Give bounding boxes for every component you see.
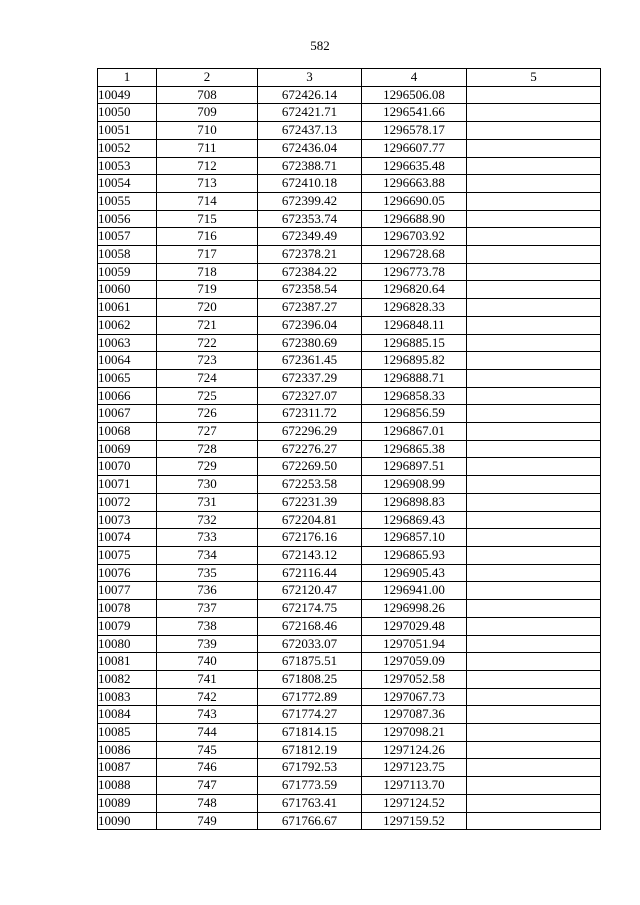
- table-cell-col-3: 672337.29: [258, 369, 362, 387]
- table-cell-col-4: 1297059.09: [362, 653, 467, 671]
- table-cell-col-2: 729: [157, 458, 258, 476]
- column-header-5: 5: [467, 69, 601, 87]
- table-cell-col-3: 672384.22: [258, 263, 362, 281]
- table-cell-col-5: [467, 564, 601, 582]
- table-cell-col-1: 10080: [98, 635, 157, 653]
- table-cell-col-5: [467, 228, 601, 246]
- table-cell-col-2: 733: [157, 529, 258, 547]
- table-cell-col-4: 1297124.26: [362, 741, 467, 759]
- table-cell-col-2: 714: [157, 192, 258, 210]
- coordinates-table: [97, 68, 601, 830]
- table-cell-col-5: [467, 670, 601, 688]
- table-cell-col-2: 710: [157, 122, 258, 140]
- table-cell-col-2: 723: [157, 352, 258, 370]
- column-header-1: 1: [98, 69, 157, 87]
- table-cell-col-2: 709: [157, 104, 258, 122]
- table-cell-col-2: 734: [157, 546, 258, 564]
- table-cell-col-3: 672378.21: [258, 246, 362, 264]
- table-row: [98, 617, 601, 635]
- table-cell-col-5: [467, 157, 601, 175]
- table-cell-col-1: 10085: [98, 724, 157, 742]
- table-cell-col-2: 718: [157, 263, 258, 281]
- table-cell-col-4: 1297067.73: [362, 688, 467, 706]
- table-cell-col-4: 1296728.68: [362, 246, 467, 264]
- table-cell-col-2: 741: [157, 670, 258, 688]
- table-cell-col-1: 10054: [98, 175, 157, 193]
- table-cell-col-1: 10059: [98, 263, 157, 281]
- table-cell-col-5: [467, 546, 601, 564]
- table-cell-col-1: 10084: [98, 706, 157, 724]
- table-row: [98, 546, 601, 564]
- table-cell-col-4: 1296908.99: [362, 476, 467, 494]
- table-row: [98, 741, 601, 759]
- table-cell-col-1: 10089: [98, 794, 157, 812]
- table-cell-col-4: 1297124.52: [362, 794, 467, 812]
- table-row: [98, 299, 601, 317]
- table-cell-col-2: 717: [157, 246, 258, 264]
- table-cell-col-5: [467, 263, 601, 281]
- table-cell-col-5: [467, 352, 601, 370]
- table-cell-col-3: 671808.25: [258, 670, 362, 688]
- table-cell-col-3: 672396.04: [258, 316, 362, 334]
- table-cell-col-3: 671763.41: [258, 794, 362, 812]
- table-cell-col-5: [467, 246, 601, 264]
- table-cell-col-4: 1296897.51: [362, 458, 467, 476]
- table-cell-col-2: 745: [157, 741, 258, 759]
- table-cell-col-4: 1296541.66: [362, 104, 467, 122]
- table-cell-col-1: 10088: [98, 777, 157, 795]
- table-cell-col-4: 1296635.48: [362, 157, 467, 175]
- table-cell-col-1: 10081: [98, 653, 157, 671]
- table-cell-col-2: 742: [157, 688, 258, 706]
- table-row: [98, 440, 601, 458]
- table-cell-col-5: [467, 458, 601, 476]
- table-row: [98, 653, 601, 671]
- table-row: [98, 263, 601, 281]
- table-cell-col-1: 10061: [98, 299, 157, 317]
- table-cell-col-4: 1296578.17: [362, 122, 467, 140]
- table-cell-col-3: 672387.27: [258, 299, 362, 317]
- table-cell-col-5: [467, 688, 601, 706]
- table-row: [98, 600, 601, 618]
- table-cell-col-2: 712: [157, 157, 258, 175]
- table-cell-col-3: 672311.72: [258, 405, 362, 423]
- table-cell-col-2: 728: [157, 440, 258, 458]
- table-cell-col-3: 672349.49: [258, 228, 362, 246]
- table-cell-col-5: [467, 582, 601, 600]
- table-row: [98, 175, 601, 193]
- table-cell-col-1: 10075: [98, 546, 157, 564]
- table-row: [98, 246, 601, 264]
- table-cell-col-4: 1296703.92: [362, 228, 467, 246]
- table-row: [98, 281, 601, 299]
- table-row: [98, 316, 601, 334]
- table-row: [98, 458, 601, 476]
- table-cell-col-4: 1296828.33: [362, 299, 467, 317]
- table-row: [98, 670, 601, 688]
- table-cell-col-4: 1296905.43: [362, 564, 467, 582]
- table-cell-col-4: 1296773.78: [362, 263, 467, 281]
- table-cell-col-2: 739: [157, 635, 258, 653]
- table-cell-col-3: 672174.75: [258, 600, 362, 618]
- table-cell-col-4: 1297113.70: [362, 777, 467, 795]
- table-cell-col-4: 1296688.90: [362, 210, 467, 228]
- table-cell-col-5: [467, 759, 601, 777]
- table-cell-col-3: 672231.39: [258, 493, 362, 511]
- table-cell-col-4: 1296820.64: [362, 281, 467, 299]
- table-cell-col-5: [467, 281, 601, 299]
- table-cell-col-3: 672327.07: [258, 387, 362, 405]
- table-row: [98, 564, 601, 582]
- table-row: [98, 688, 601, 706]
- table-cell-col-3: 672116.44: [258, 564, 362, 582]
- table-cell-col-5: [467, 86, 601, 104]
- table-cell-col-5: [467, 369, 601, 387]
- column-header-2: 2: [157, 69, 258, 87]
- table-cell-col-2: 735: [157, 564, 258, 582]
- table-cell-col-5: [467, 741, 601, 759]
- table-cell-col-4: 1296865.93: [362, 546, 467, 564]
- table-cell-col-4: 1296888.71: [362, 369, 467, 387]
- table-cell-col-2: 747: [157, 777, 258, 795]
- table-cell-col-4: 1296898.83: [362, 493, 467, 511]
- table-row: [98, 423, 601, 441]
- table-row: [98, 812, 601, 830]
- table-cell-col-4: 1296663.88: [362, 175, 467, 193]
- table-row: [98, 493, 601, 511]
- table-cell-col-5: [467, 440, 601, 458]
- table-cell-col-4: 1296885.15: [362, 334, 467, 352]
- table-cell-col-1: 10090: [98, 812, 157, 830]
- table-cell-col-1: 10063: [98, 334, 157, 352]
- table-cell-col-3: 671875.51: [258, 653, 362, 671]
- table-cell-col-4: 1296998.26: [362, 600, 467, 618]
- table-cell-col-4: 1296506.08: [362, 86, 467, 104]
- table-cell-col-5: [467, 476, 601, 494]
- table-cell-col-1: 10057: [98, 228, 157, 246]
- table-cell-col-1: 10071: [98, 476, 157, 494]
- table-cell-col-1: 10079: [98, 617, 157, 635]
- table-cell-col-5: [467, 529, 601, 547]
- table-cell-col-3: 672421.71: [258, 104, 362, 122]
- table-cell-col-1: 10066: [98, 387, 157, 405]
- table-row: [98, 352, 601, 370]
- table-cell-col-2: 744: [157, 724, 258, 742]
- table-row: [98, 777, 601, 795]
- table-cell-col-1: 10067: [98, 405, 157, 423]
- table-cell-col-1: 10077: [98, 582, 157, 600]
- column-header-4: 4: [362, 69, 467, 87]
- table-cell-col-1: 10050: [98, 104, 157, 122]
- table-row: [98, 139, 601, 157]
- table-cell-col-5: [467, 794, 601, 812]
- table-cell-col-3: 672361.45: [258, 352, 362, 370]
- table-cell-col-4: 1297087.36: [362, 706, 467, 724]
- table-cell-col-2: 725: [157, 387, 258, 405]
- table-body: [98, 86, 601, 830]
- table-cell-col-3: 671814.15: [258, 724, 362, 742]
- table-cell-col-3: 671774.27: [258, 706, 362, 724]
- table-cell-col-3: 672033.07: [258, 635, 362, 653]
- table-cell-col-5: [467, 777, 601, 795]
- table-cell-col-2: 719: [157, 281, 258, 299]
- table-cell-col-1: 10086: [98, 741, 157, 759]
- table-cell-col-2: 732: [157, 511, 258, 529]
- table-cell-col-1: 10049: [98, 86, 157, 104]
- table-cell-col-2: 716: [157, 228, 258, 246]
- table-cell-col-2: 749: [157, 812, 258, 830]
- table-cell-col-5: [467, 635, 601, 653]
- table-row: [98, 706, 601, 724]
- table-cell-col-2: 727: [157, 423, 258, 441]
- table-cell-col-2: 736: [157, 582, 258, 600]
- table-cell-col-4: 1296865.38: [362, 440, 467, 458]
- table-cell-col-4: 1296941.00: [362, 582, 467, 600]
- table-cell-col-2: 746: [157, 759, 258, 777]
- table-cell-col-2: 721: [157, 316, 258, 334]
- table-cell-col-1: 10073: [98, 511, 157, 529]
- table-row: [98, 228, 601, 246]
- table-cell-col-5: [467, 405, 601, 423]
- table-cell-col-5: [467, 175, 601, 193]
- table-cell-col-3: 672253.58: [258, 476, 362, 494]
- table-cell-col-2: 740: [157, 653, 258, 671]
- table-cell-col-4: 1297159.52: [362, 812, 467, 830]
- table-cell-col-2: 737: [157, 600, 258, 618]
- table-cell-col-2: 743: [157, 706, 258, 724]
- table-cell-col-3: 672353.74: [258, 210, 362, 228]
- table-cell-col-1: 10065: [98, 369, 157, 387]
- table-cell-col-1: 10072: [98, 493, 157, 511]
- table-cell-col-2: 730: [157, 476, 258, 494]
- table-cell-col-4: 1296869.43: [362, 511, 467, 529]
- table-cell-col-1: 10076: [98, 564, 157, 582]
- table-cell-col-3: 671773.59: [258, 777, 362, 795]
- table-cell-col-2: 711: [157, 139, 258, 157]
- table-cell-col-5: [467, 334, 601, 352]
- table-row: [98, 759, 601, 777]
- table-cell-col-3: 671766.67: [258, 812, 362, 830]
- table-cell-col-5: [467, 299, 601, 317]
- table-cell-col-2: 720: [157, 299, 258, 317]
- column-header-3: 3: [258, 69, 362, 87]
- table-cell-col-3: 672436.04: [258, 139, 362, 157]
- table-cell-col-3: 671812.19: [258, 741, 362, 759]
- table-cell-col-1: 10087: [98, 759, 157, 777]
- table-cell-col-1: 10060: [98, 281, 157, 299]
- table-cell-col-4: 1297123.75: [362, 759, 467, 777]
- table-row: [98, 529, 601, 547]
- table-cell-col-4: 1296690.05: [362, 192, 467, 210]
- table-cell-col-2: 713: [157, 175, 258, 193]
- table-cell-col-2: 731: [157, 493, 258, 511]
- table-cell-col-4: 1296858.33: [362, 387, 467, 405]
- table-cell-col-2: 726: [157, 405, 258, 423]
- table-cell-col-3: 672168.46: [258, 617, 362, 635]
- table-cell-col-1: 10055: [98, 192, 157, 210]
- table-cell-col-2: 715: [157, 210, 258, 228]
- table-cell-col-2: 738: [157, 617, 258, 635]
- table-cell-col-3: 672410.18: [258, 175, 362, 193]
- table-cell-col-4: 1297098.21: [362, 724, 467, 742]
- table-row: [98, 192, 601, 210]
- table-cell-col-2: 708: [157, 86, 258, 104]
- table-cell-col-2: 748: [157, 794, 258, 812]
- table-cell-col-4: 1296895.82: [362, 352, 467, 370]
- table-cell-col-5: [467, 104, 601, 122]
- table-cell-col-3: 672120.47: [258, 582, 362, 600]
- table-cell-col-1: 10056: [98, 210, 157, 228]
- table-cell-col-5: [467, 192, 601, 210]
- table-cell-col-5: [467, 724, 601, 742]
- table-cell-col-3: 672426.14: [258, 86, 362, 104]
- table-row: [98, 405, 601, 423]
- table-row: [98, 122, 601, 140]
- table-cell-col-5: [467, 706, 601, 724]
- table-cell-col-1: 10062: [98, 316, 157, 334]
- table-row: [98, 635, 601, 653]
- table-row: [98, 511, 601, 529]
- table-cell-col-3: 672358.54: [258, 281, 362, 299]
- table-cell-col-3: 672276.27: [258, 440, 362, 458]
- table-cell-col-3: 672269.50: [258, 458, 362, 476]
- table-cell-col-5: [467, 812, 601, 830]
- table-row: [98, 86, 601, 104]
- table-cell-col-5: [467, 122, 601, 140]
- table-cell-col-1: 10070: [98, 458, 157, 476]
- table-cell-col-1: 10053: [98, 157, 157, 175]
- table-row: [98, 210, 601, 228]
- table-cell-col-5: [467, 653, 601, 671]
- table-cell-col-4: 1296607.77: [362, 139, 467, 157]
- page-number: 582: [310, 38, 330, 53]
- table-row: [98, 582, 601, 600]
- table-cell-col-4: 1296857.10: [362, 529, 467, 547]
- table-cell-col-5: [467, 210, 601, 228]
- table-cell-col-3: 671792.53: [258, 759, 362, 777]
- table-cell-col-3: 672399.42: [258, 192, 362, 210]
- table-cell-col-1: 10068: [98, 423, 157, 441]
- table-cell-col-5: [467, 493, 601, 511]
- table-row: [98, 476, 601, 494]
- table-cell-col-3: 672204.81: [258, 511, 362, 529]
- table-cell-col-1: 10082: [98, 670, 157, 688]
- table-cell-col-3: 672296.29: [258, 423, 362, 441]
- table-cell-col-5: [467, 139, 601, 157]
- table-cell-col-1: 10074: [98, 529, 157, 547]
- table-cell-col-2: 724: [157, 369, 258, 387]
- table-cell-col-5: [467, 387, 601, 405]
- table-row: [98, 724, 601, 742]
- table-cell-col-1: 10078: [98, 600, 157, 618]
- table-cell-col-5: [467, 600, 601, 618]
- table-cell-col-1: 10069: [98, 440, 157, 458]
- table-row: [98, 387, 601, 405]
- table-cell-col-3: 672388.71: [258, 157, 362, 175]
- table-cell-col-1: 10058: [98, 246, 157, 264]
- table-cell-col-3: 672437.13: [258, 122, 362, 140]
- table-cell-col-3: 672143.12: [258, 546, 362, 564]
- table-header-row: [98, 69, 601, 87]
- table-cell-col-5: [467, 511, 601, 529]
- table-cell-col-5: [467, 316, 601, 334]
- table-cell-col-4: 1296867.01: [362, 423, 467, 441]
- table-cell-col-2: 722: [157, 334, 258, 352]
- table-cell-col-1: 10064: [98, 352, 157, 370]
- table-cell-col-3: 671772.89: [258, 688, 362, 706]
- table-cell-col-1: 10051: [98, 122, 157, 140]
- table-cell-col-5: [467, 423, 601, 441]
- table-row: [98, 334, 601, 352]
- table-cell-col-4: 1297051.94: [362, 635, 467, 653]
- table-cell-col-3: 672176.16: [258, 529, 362, 547]
- table-row: [98, 794, 601, 812]
- table-cell-col-1: 10052: [98, 139, 157, 157]
- table-row: [98, 104, 601, 122]
- table-cell-col-1: 10083: [98, 688, 157, 706]
- table-cell-col-4: 1297052.58: [362, 670, 467, 688]
- table-row: [98, 369, 601, 387]
- table-row: [98, 157, 601, 175]
- table-cell-col-5: [467, 617, 601, 635]
- table-cell-col-4: 1296856.59: [362, 405, 467, 423]
- table-cell-col-4: 1297029.48: [362, 617, 467, 635]
- table-cell-col-3: 672380.69: [258, 334, 362, 352]
- table-cell-col-4: 1296848.11: [362, 316, 467, 334]
